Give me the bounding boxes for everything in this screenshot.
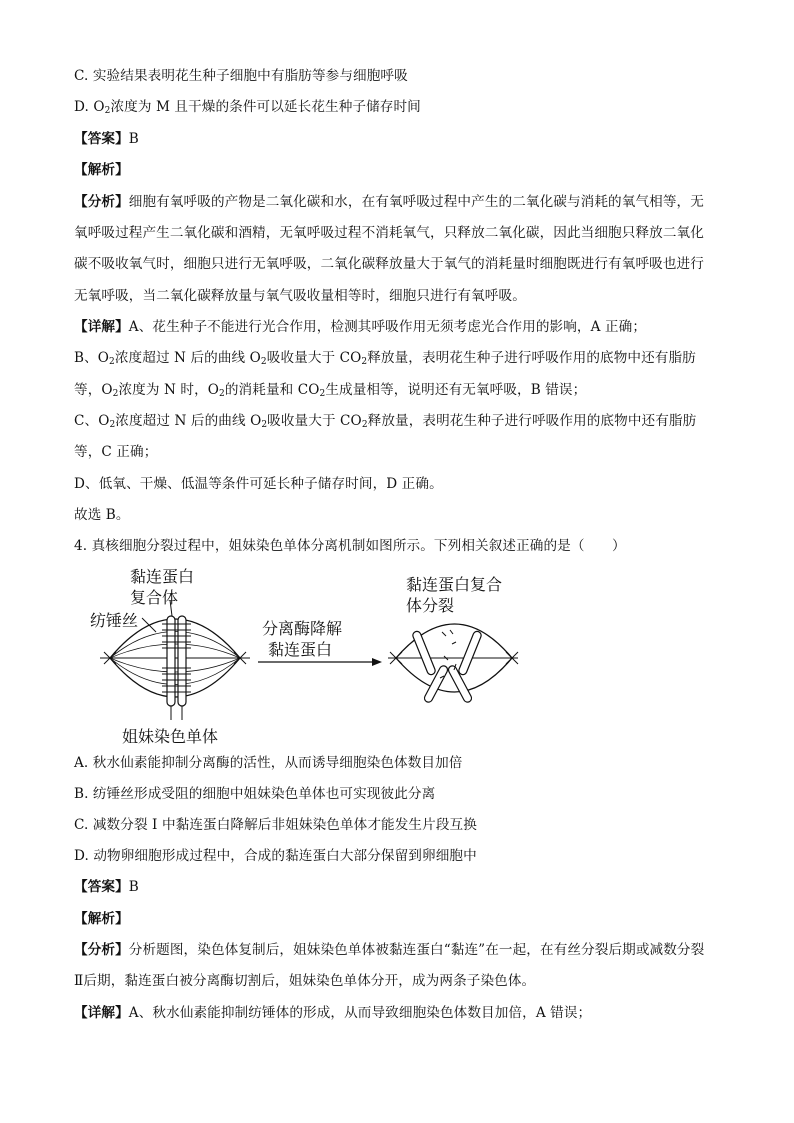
label-spindle: 纺锤丝 [90,611,139,630]
label-arrow-2: 黏连蛋白 [268,640,333,659]
analysis-para-3: 碳不吸收氧气时，细胞只进行无氧呼吸，二氧化碳释放量大于氧气的消耗量时细胞既进行有氧呼吸也进行 [74,256,704,272]
detail-2-a: 【详解】A、秋水仙素能抑制纺锤体的形成，从而导致细胞染色体数目加倍，A 错误； [74,1005,592,1021]
cell-after [388,624,518,704]
label-sister-chromatids: 姐妹染色单体 [122,727,219,746]
analysis-para-2: 氧呼吸过程产生二氧化碳和酒精，无氧呼吸过程不消耗氧气，只释放二氧化碳，因此当细胞只释放二氧化 [74,225,704,241]
conclusion: 故选 B。 [74,507,130,523]
detail-c-2: 等，C 正确； [74,444,158,460]
option-a: A. 秋水仙素能抑制分离酶的活性，从而诱导细胞染色体数目加倍 [74,755,463,771]
detail-a: 【详解】A、花生种子不能进行光合作用，检测其呼吸作用无须考虑光合作用的影响，A 正确； [74,319,647,335]
option-c: C. 减数分裂 I 中黏连蛋白降解后非姐妹染色单体才能发生片段互换 [74,817,477,833]
option-d-prev: D. $O_2$浓度为 M 且干燥的条件可以延长花生种子储存时间 [74,99,421,116]
label-split-1: 黏连蛋白复合 [406,575,503,594]
answer-line-2: 【答案】B [74,879,139,895]
option-d: D. 动物卵细胞形成过程中，合成的黏连蛋白大部分保留到卵细胞中 [74,848,477,864]
analysis-2-para-1: 【分析】分析题图，染色体复制后，姐妹染色单体被黏连蛋白“黏连”在一起，在有丝分裂后期或减数分裂 [74,942,705,958]
option-b: B. 纺锤丝形成受阻的细胞中姐妹染色单体也可实现彼此分离 [74,786,436,802]
process-arrow [258,619,382,666]
label-split-2: 体分裂 [406,596,455,615]
analysis-heading: 【解析】 [74,162,129,178]
option-c-prev: C. 实验结果表明花生种子细胞中有脂肪等参与细胞呼吸 [74,68,408,84]
detail-b-2: 等，$O_2$浓度为 N 时，$O_2$的消耗量和 $CO_2$生成量相等，说明还有无氧呼吸，B 错误； [74,382,587,399]
analysis-para-4: 无氧呼吸，当二氧化碳释放量与氧气吸收量相等时，细胞只进行有氧呼吸。 [74,288,526,304]
label-cohesin-complex-1: 黏连蛋白 [130,567,195,586]
chromatid-separation-figure [90,560,530,750]
label-cohesin-complex-2: 复合体 [130,588,179,607]
answer-line: 【答案】B [74,131,139,147]
detail-c-1: C、$O_2$浓度超过 N 后的曲线 $O_2$吸收量大于 $CO_2$释放量，表明花生种子进行呼吸作用的底物中还有脂肪 [74,413,697,430]
analysis-para-1: 【分析】细胞有氧呼吸的产物是二氧化碳和水，在有氧呼吸过程中产生的二氧化碳与消耗的氧气相等，无 [74,194,704,210]
question-4: 4. 真核细胞分裂过程中，姐妹染色单体分离机制如图所示。下列相关叙述正确的是（ ） [74,538,626,554]
detail-b-1: B、$O_2$浓度超过 N 后的曲线 $O_2$吸收量大于 $CO_2$释放量，表明花生种子进行呼吸作用的底物中还有脂肪 [74,350,696,367]
analysis-2-para-2: Ⅱ后期，黏连蛋白被分离酶切割后，姐妹染色单体分开，成为两条子染色体。 [74,973,536,989]
analysis-heading-2: 【解析】 [74,911,129,927]
cell-before [100,616,250,720]
detail-d: D、低氧、干燥、低温等条件可延长种子储存时间，D 正确。 [74,476,443,492]
label-arrow-1: 分离酶降解 [262,619,343,638]
